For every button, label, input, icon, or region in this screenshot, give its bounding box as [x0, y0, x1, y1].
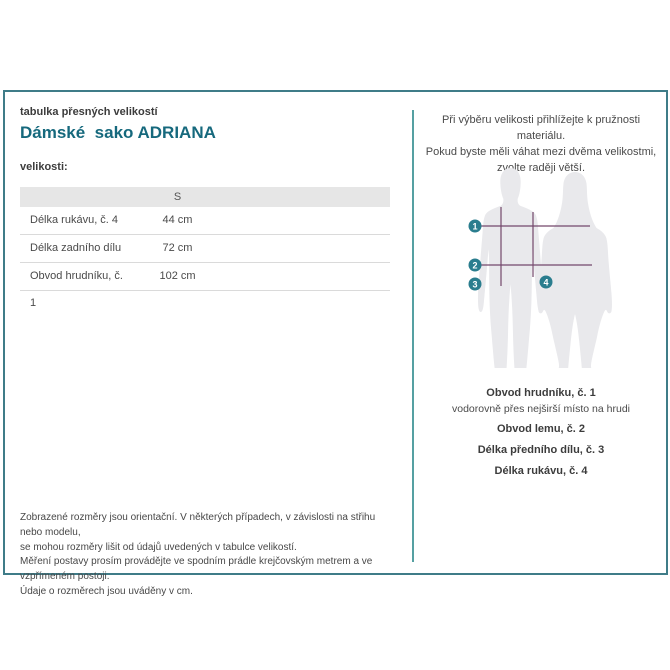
row-value: 44 cm	[162, 214, 193, 226]
product-title: Dámské sako ADRIANA	[20, 123, 216, 142]
marker-2-label: 2	[472, 260, 478, 271]
marker-1-label: 1	[472, 221, 478, 232]
marker-2	[469, 259, 482, 272]
size-table	[20, 187, 390, 309]
header-spacer	[20, 187, 130, 207]
marker-3-label: 3	[472, 279, 478, 290]
marker-3	[469, 278, 482, 291]
vertical-divider	[412, 110, 414, 562]
advice-line: zvolte raději větší.	[496, 162, 586, 174]
advice-line: Při výběru velikosti přihlížejte k pružnosti materiálu.	[441, 114, 641, 142]
note-line: Zobrazené rozměry jsou orientační. V některých případech, v závislosti na střihu nebo modelu,	[20, 512, 376, 538]
measure-label-chest: Obvod hrudníku, č. 1	[486, 387, 596, 399]
marker-4-label: 4	[543, 277, 549, 288]
table-row	[20, 207, 390, 235]
row-label: Obvod hrudníku, č. 1	[30, 270, 123, 309]
measure-label-hem: Obvod lemu, č. 2	[496, 423, 586, 435]
table-row	[20, 263, 390, 309]
size-column-header: S	[173, 191, 182, 203]
measure-label-sleeve-length: Délka rukávu, č. 4	[494, 465, 588, 477]
row-value: 102 cm	[159, 270, 196, 282]
disclaimer-notes	[20, 511, 400, 600]
note-line: se mohou rozměry lišit od údajů uvedených v tabulce velikostí.	[20, 541, 297, 553]
row-label: Délka zadního dílu	[30, 242, 122, 254]
table-eyebrow: tabulka přesných velikostí	[20, 106, 158, 118]
measure-label-front-length: Délka předního dílu, č. 3	[477, 444, 605, 456]
measure-label-chest-subtitle: vodorovně přes nejširší místo na hrudi	[451, 403, 630, 415]
measurement-figure	[440, 163, 650, 375]
female-silhouette-shape	[538, 172, 612, 368]
body-silhouettes-diagram	[440, 163, 650, 375]
table-row	[20, 235, 390, 263]
size-table-header	[20, 187, 390, 207]
note-line: Měření postavy prosím provádějte ve spodním prádle krejčovským metrem a ve vzpřímeném postoji.	[20, 556, 373, 583]
advice-line: Pokud byste měli váhat mezi dvěma velikostmi,	[425, 146, 657, 158]
row-value: 72 cm	[162, 242, 193, 254]
marker-1	[469, 220, 482, 233]
marker-4	[540, 276, 553, 289]
note-line: Údaje o rozměrech jsou uváděny v cm.	[20, 585, 193, 597]
row-label: Délka rukávu, č. 4	[30, 214, 119, 226]
sizes-label: velikosti:	[20, 161, 68, 173]
